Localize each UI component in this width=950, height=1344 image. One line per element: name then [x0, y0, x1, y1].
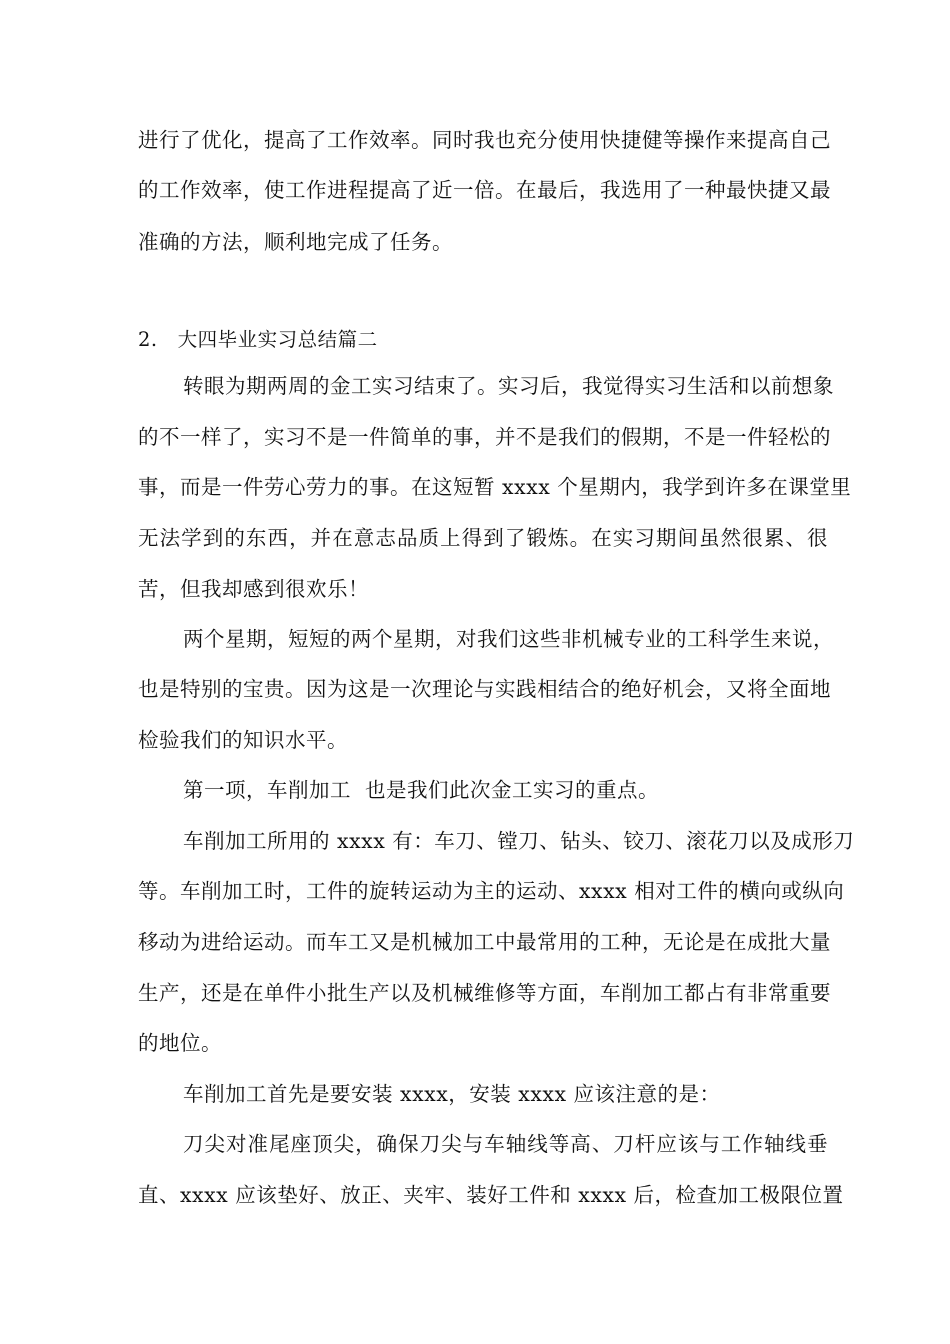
text-line: 苦，但我却感到很欢乐！: [138, 577, 369, 601]
text-line: 准确的方法，顺利地完成了任务。: [138, 230, 453, 254]
text-line: 第一项，车削加工 也是我们此次金工实习的重点。: [183, 778, 660, 802]
text-line: 刀尖对准尾座顶尖，确保刀尖与车轴线等高、刀杆应该与工作轴线垂: [183, 1132, 828, 1156]
text-line: 两个星期，短短的两个星期，对我们这些非机械专业的工科学生来说，: [183, 627, 834, 651]
text-line: 的不一样了，实习不是一件简单的事，并不是我们的假期，不是一件轻松的: [138, 425, 831, 449]
section-heading: 2. 大四毕业实习总结篇二: [138, 328, 378, 351]
text-line: 转眼为期两周的金工实习结束了。实习后，我觉得实习生活和以前想象: [183, 374, 834, 398]
text-line: 进行了优化，提高了工作效率。同时我也充分使用快捷健等操作来提高自己: [138, 128, 831, 152]
text-line: 等。车削加工时，工件的旋转运动为主的运动、xxxx 相对工件的横向或纵向: [138, 879, 845, 903]
text-line: 车削加工所用的 xxxx 有：车刀、镗刀、钻头、铰刀、滚花刀以及成形刀: [183, 829, 855, 853]
text-line: 也是特别的宝贵。因为这是一次理论与实践相结合的绝好机会，又将全面地: [138, 677, 831, 701]
text-line: 直、xxxx 应该垫好、放正、夹牢、装好工件和 xxxx 后，检查加工极限位置: [138, 1183, 844, 1207]
text-line: 的地位。: [138, 1031, 222, 1055]
text-line: 无法学到的东西，并在意志品质上得到了锻炼。在实习期间虽然很累、很: [138, 526, 828, 550]
text-line: 检验我们的知识水平。: [138, 728, 348, 752]
text-line: 事，而是一件劳心劳力的事。在这短暂 xxxx 个星期内，我学到许多在课堂里: [138, 475, 852, 499]
text-line: 的工作效率，使工作进程提高了近一倍。在最后，我选用了一种最快捷又最: [138, 178, 831, 202]
text-line: 移动为进给运动。而车工又是机械加工中最常用的工种，无论是在成批大量: [138, 930, 831, 954]
text-line: 车削加工首先是要安装 xxxx，安装 xxxx 应该注意的是：: [183, 1082, 721, 1106]
text-line: 生产，还是在单件小批生产以及机械维修等方面，车削加工都占有非常重要: [138, 981, 831, 1005]
